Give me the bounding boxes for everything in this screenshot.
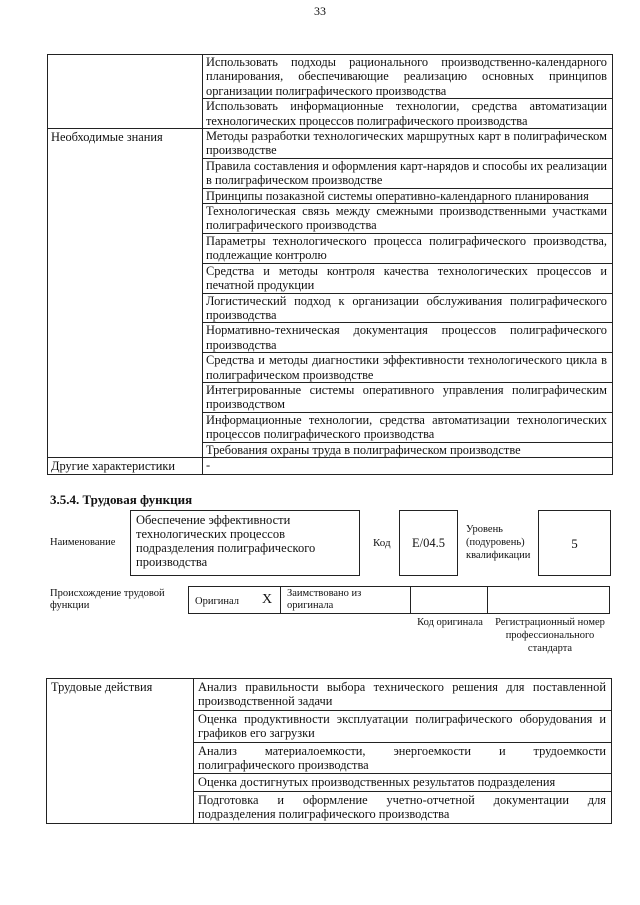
knowledge-cell: Параметры технологического процесса полиграфического производства, подлежащие контролю	[203, 233, 613, 263]
knowledge-cell: Информационные технологии, средства автоматизации технологических процессов полиграфического производства	[203, 412, 613, 442]
code-original-cell	[410, 586, 488, 614]
other-label: Другие характеристики	[48, 457, 203, 474]
function-name: Обеспечение эффективности технологических процессов подразделения полиграфического производства	[130, 510, 360, 576]
knowledge-cell: Методы разработки технологических маршрутных карт в полиграфическом производстве	[203, 129, 613, 159]
borrowed-cell	[280, 586, 411, 614]
origin-row	[188, 586, 610, 614]
reg-number-cell	[487, 586, 610, 614]
action-cell: Анализ материалоемкости, энергоемкости и трудоемкости полиграфического производства	[194, 742, 612, 774]
section-title: 3.5.4. Трудовая функция	[50, 492, 193, 507]
level-value: 5	[538, 510, 611, 576]
action-cell: Подготовка и оформление учетно-отчетной документации для подразделения полиграфического производства	[194, 791, 612, 823]
page-number: 33	[314, 4, 326, 18]
knowledge-cell: Правила составления и оформления карт-нарядов и способы их реализации в полиграфическом производстве	[203, 158, 613, 188]
knowledge-cell: Принципы позаказной системы оперативно-календарного планирования	[203, 188, 613, 203]
code-original-label: Код оригинала	[417, 617, 483, 628]
code-value: E/04.5	[399, 510, 458, 576]
knowledge-table	[47, 54, 613, 475]
knowledge-cell: Логистический подход к организации обслуживания полиграфического производства	[203, 293, 613, 323]
table-row	[48, 55, 613, 99]
knowledge-cell: Требования охраны труда в полиграфическом производстве	[203, 442, 613, 457]
knowledge-cell: Средства и методы диагностики эффективности технологического цикла в полиграфическом производстве	[203, 353, 613, 383]
level-label: Уровень (подуровень) квалификации	[466, 524, 531, 561]
knowledge-cell: Средства и методы контроля качества технологических процессов и печатной продукции	[203, 263, 613, 293]
original-cell	[188, 586, 281, 614]
knowledge-cell: Нормативно-техническая документация процессов полиграфического производства	[203, 323, 613, 353]
actions-table	[46, 678, 612, 824]
actions-label: Трудовые действия	[47, 679, 194, 824]
table-row	[48, 129, 613, 159]
knowledge-cell: Интегрированные системы оперативного управления полиграфическим производством	[203, 382, 613, 412]
skill-cell: Использовать подходы рационального производственно-календарного планирования, обеспечивающие реализацию основных принципов организации полиграфического производства	[203, 55, 613, 99]
action-cell: Оценка достигнутых производственных результатов подразделения	[194, 774, 612, 791]
origin-label: Происхождение трудовой функции	[50, 588, 165, 611]
skill-cell: Использовать информационные технологии, средства автоматизации технологических процессов полиграфического производства	[203, 99, 613, 129]
code-label: Код	[373, 537, 391, 549]
borrowed-label: Заимствовано из оригинала	[287, 588, 362, 611]
reg-number-label: Регистрационный номер профессионального стандарта	[495, 617, 605, 654]
original-label: Оригинал	[195, 596, 239, 607]
empty-label-cell	[48, 55, 203, 129]
original-mark: X	[262, 592, 273, 607]
knowledge-label: Необходимые знания	[48, 129, 203, 458]
action-cell: Оценка продуктивности эксплуатации полиграфического оборудования и графиков его загрузки	[194, 710, 612, 742]
name-label: Наименование	[50, 537, 116, 548]
action-cell: Анализ правильности выбора технического решения для поставленной производственной задачи	[194, 679, 612, 711]
knowledge-cell: Технологическая связь между смежными производственными участками полиграфического производства	[203, 204, 613, 234]
other-value: -	[203, 457, 613, 474]
table-row	[48, 457, 613, 474]
table-row	[47, 679, 612, 711]
